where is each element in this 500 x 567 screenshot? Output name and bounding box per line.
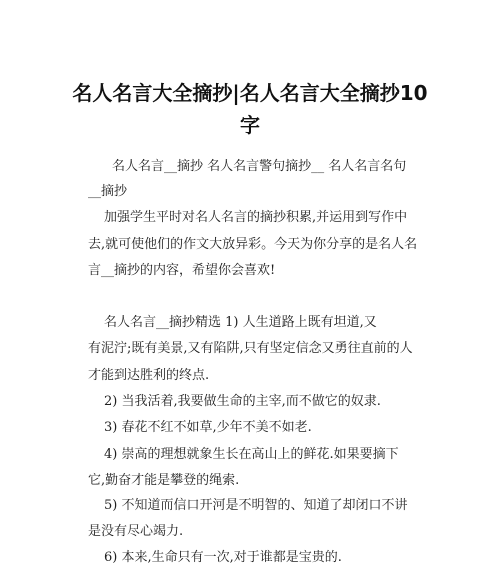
quote-1-line-3: 才能到达胜利的终点. (88, 368, 210, 383)
quote-3-line-1: 3) 春花不红不如草,少年不美不如老. (104, 420, 312, 435)
document-title-line-1: 名人名言大全摘抄|名人名言大全摘抄10 (72, 81, 428, 105)
intro-line-1: 加强学生平时对名人名言的摘抄积累,并运用到写作中 (104, 210, 408, 225)
document-title-line-2: 字 (240, 113, 260, 137)
quote-1-line-1: 名人名言__摘抄精选 1) 人生道路上既有坦道,又 (104, 315, 377, 330)
subtitle-line-2: __摘抄 (88, 184, 128, 199)
intro-line-3: 言__摘抄的内容，希望你会喜欢! (88, 263, 276, 278)
quote-5-line-2: 是没有尽心竭力. (88, 524, 184, 539)
subtitle-line-1: 名人名言__摘抄 名人名言警句摘抄__ 名人名言名句 (112, 159, 407, 174)
quote-2-line-1: 2) 当我活着,我要做生命的主宰,而不做它的奴隶. (104, 394, 381, 409)
quote-6-line-1: 6) 本来,生命只有一次,对于谁都是宝贵的. (104, 550, 342, 565)
intro-line-2: 去,就可使他们的作文大放异彩。今天为你分享的是名人名 (88, 237, 418, 252)
quote-5-line-1: 5) 不知道而信口开河是不明智的、知道了却闭口不讲 (104, 498, 408, 513)
quote-4-line-2: 它,勤奋才能是攀登的绳索. (88, 473, 240, 488)
quote-1-line-2: 有泥泞;既有美景,又有陷阱,只有坚定信念又勇往直前的人 (88, 341, 413, 356)
quote-4-line-1: 4) 崇高的理想就象生长在高山上的鲜花.如果要摘下 (104, 447, 399, 462)
